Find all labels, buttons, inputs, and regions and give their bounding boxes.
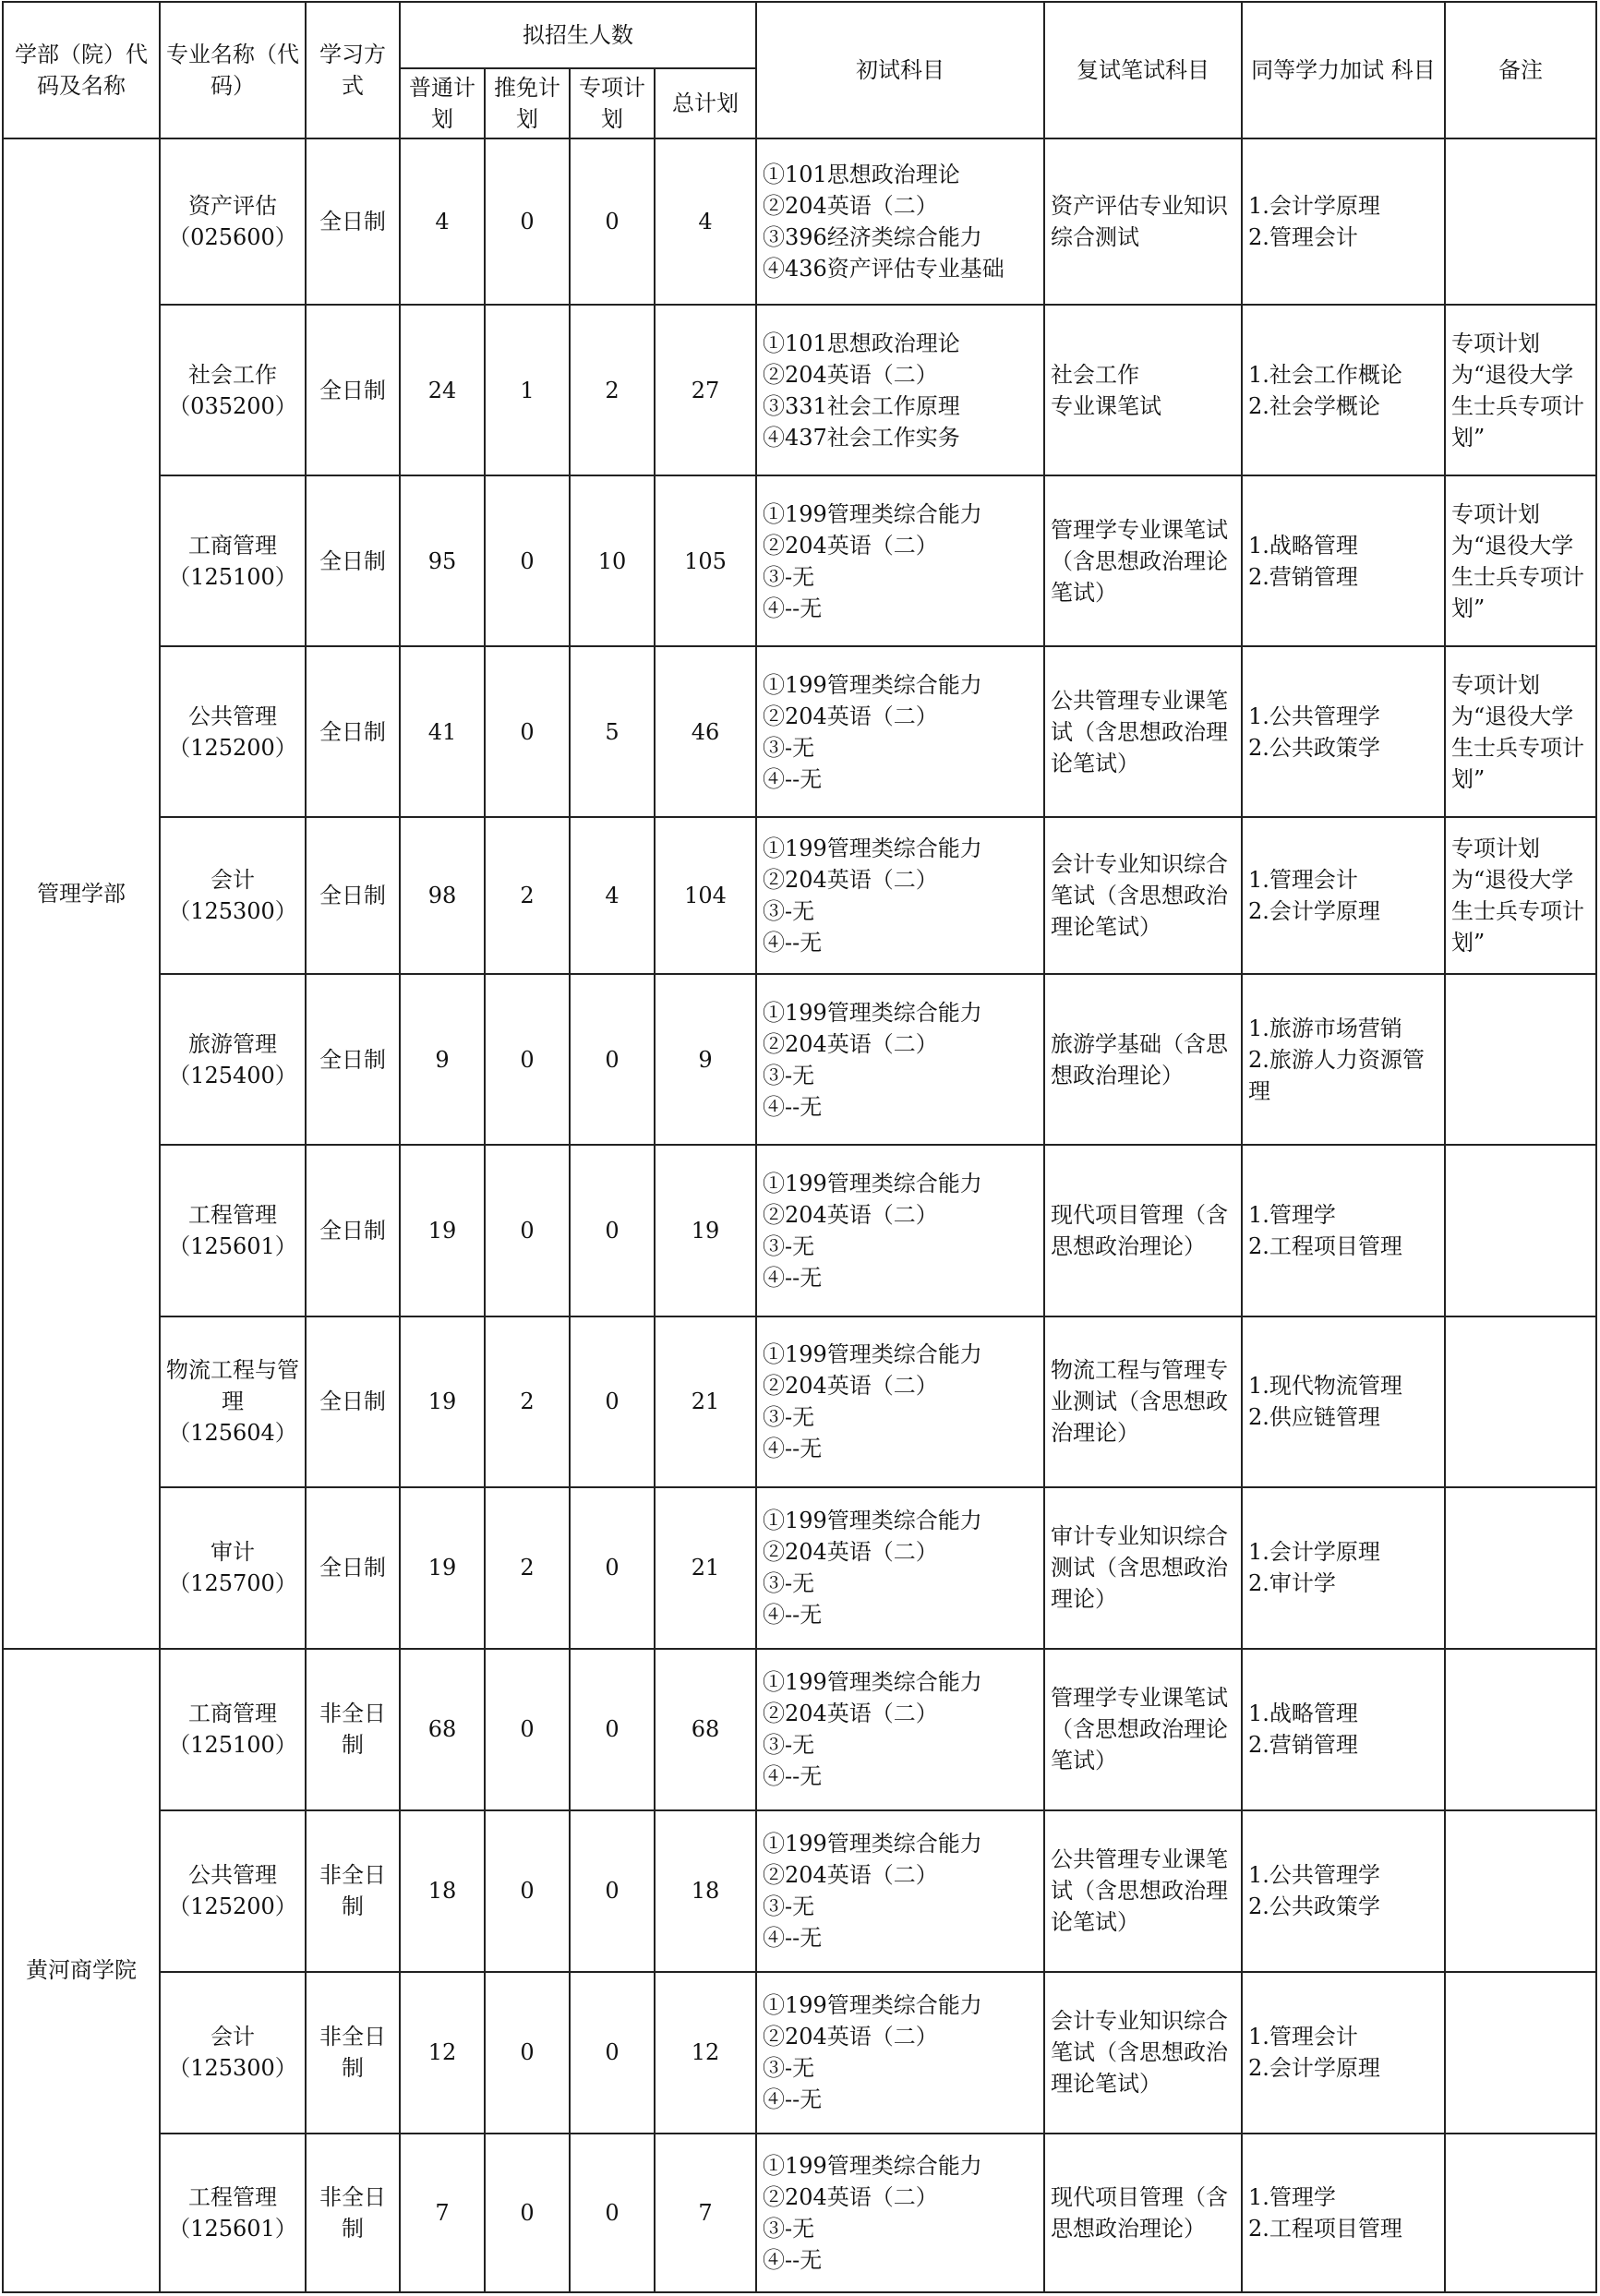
major-cell: [160, 1145, 306, 1316]
dept-cell: 黄河商学院: [3, 1649, 160, 2292]
special-cell: 0: [570, 138, 655, 305]
exam-subject: ③-无: [763, 1732, 815, 1759]
first-exam-cell: [756, 305, 1044, 475]
extra-subject: 2.供应链管理: [1248, 1404, 1380, 1431]
major-cell: [160, 646, 306, 817]
dept-cell: 管理学部: [3, 138, 160, 1649]
total-cell: 105: [655, 475, 756, 646]
table-row: [3, 1649, 1596, 1810]
major-cell: [160, 1649, 306, 1810]
extra-subject: 1.管理学: [1248, 2183, 1336, 2210]
special-cell: 0: [570, 1316, 655, 1487]
exempt-cell: 2: [485, 1487, 570, 1649]
extra-exam-cell: [1242, 1972, 1445, 2134]
retest-cell: 现代项目管理（含思想政治理论）: [1044, 2134, 1242, 2292]
exam-subject: ③-无: [763, 1062, 815, 1088]
major-name: 会计: [211, 2024, 255, 2050]
table-row: [3, 646, 1596, 817]
major-cell: [160, 974, 306, 1145]
extra-subject: 1.管理学: [1248, 1201, 1336, 1228]
first-exam-cell: [756, 646, 1044, 817]
major-name: 旅游管理: [188, 1030, 277, 1057]
exam-subject: ①199管理类综合能力: [763, 1341, 982, 1368]
header-planned: 拟招生人数: [400, 2, 756, 68]
mode-cell: 全日制: [306, 974, 400, 1145]
mode-cell: 全日制: [306, 1487, 400, 1649]
major-name: 工程管理: [188, 2183, 277, 2210]
major-cell: [160, 138, 306, 305]
major-cell: [160, 1810, 306, 1972]
major-code: （125100）: [168, 1732, 297, 1759]
exam-subject: ④--无: [763, 1602, 823, 1629]
enrollment-table: [2, 1, 1597, 2293]
header-first-exam: 初试科目: [756, 2, 1044, 138]
extra-subject: 2.社会学概论: [1248, 392, 1380, 419]
extra-subject: 2.会计学原理: [1248, 2055, 1380, 2082]
special-cell: 0: [570, 2134, 655, 2292]
extra-subject: 1.旅游市场营销: [1248, 1015, 1402, 1041]
regular-cell: 41: [400, 646, 485, 817]
regular-cell: 4: [400, 138, 485, 305]
note-cell: [1445, 1487, 1596, 1649]
special-cell: 2: [570, 305, 655, 475]
total-cell: 18: [655, 1810, 756, 1972]
special-cell: 0: [570, 1145, 655, 1316]
exam-subject: ②204英语（二）: [763, 867, 938, 894]
header-dept: 学部（院）代码及名称: [3, 2, 160, 138]
extra-subject: 2.会计学原理: [1248, 898, 1380, 925]
table-row: [3, 138, 1596, 305]
note-cell: 专项计划为“退役大学生士兵专项计划”: [1445, 817, 1596, 974]
extra-subject: 2.公共政策学: [1248, 734, 1380, 761]
table-row: [3, 475, 1596, 646]
exam-subject: ④--无: [763, 930, 823, 956]
major-name: 社会工作: [188, 361, 277, 388]
extra-subject: 2.工程项目管理: [1248, 2215, 1402, 2242]
exempt-cell: 0: [485, 1649, 570, 1810]
mode-cell: 非全日制: [306, 2134, 400, 2292]
exempt-cell: 2: [485, 817, 570, 974]
exempt-cell: 0: [485, 1145, 570, 1316]
exam-subject: ③-无: [763, 2055, 815, 2082]
header-major: 专业名称（代码）: [160, 2, 306, 138]
exempt-cell: 0: [485, 1972, 570, 2134]
retest-cell: 会计专业知识综合笔试（含思想政治理论笔试）: [1044, 817, 1242, 974]
major-name: 公共管理: [188, 703, 277, 729]
extra-subject: 2.审计学: [1248, 1570, 1336, 1597]
exam-subject: ④--无: [763, 765, 823, 792]
mode-cell: 全日制: [306, 1316, 400, 1487]
total-cell: 27: [655, 305, 756, 475]
exempt-cell: 0: [485, 974, 570, 1145]
major-code: （125601）: [168, 1232, 297, 1259]
exam-subject: ①199管理类综合能力: [763, 835, 982, 862]
first-exam-cell: [756, 974, 1044, 1145]
retest-cell: 会计专业知识综合笔试（含思想政治理论笔试）: [1044, 1972, 1242, 2134]
special-cell: 0: [570, 1487, 655, 1649]
note-cell: 专项计划为“退役大学生士兵专项计划”: [1445, 475, 1596, 646]
note-cell: [1445, 1810, 1596, 1972]
extra-exam-cell: [1242, 974, 1445, 1145]
total-cell: 9: [655, 974, 756, 1145]
exam-subject: ④--无: [763, 1436, 823, 1462]
exam-subject: ①199管理类综合能力: [763, 1170, 982, 1196]
major-name: 工商管理: [188, 1701, 277, 1727]
mode-cell: 全日制: [306, 305, 400, 475]
major-code: （125200）: [168, 1893, 297, 1920]
extra-subject: 1.管理会计: [1248, 867, 1358, 894]
mode-cell: 全日制: [306, 138, 400, 305]
major-code: （035200）: [168, 392, 297, 419]
note-cell: [1445, 1972, 1596, 2134]
note-cell: [1445, 138, 1596, 305]
major-cell: [160, 305, 306, 475]
major-name: 物流工程与管理: [166, 1357, 299, 1415]
special-cell: 0: [570, 1649, 655, 1810]
mode-cell: 全日制: [306, 475, 400, 646]
extra-exam-cell: [1242, 1810, 1445, 1972]
extra-subject: 2.营销管理: [1248, 563, 1358, 590]
retest-cell: 公共管理专业课笔试（含思想政治理论笔试）: [1044, 1810, 1242, 1972]
exam-subject: ②204英语（二）: [763, 1201, 938, 1228]
first-exam-cell: [756, 475, 1044, 646]
extra-exam-cell: [1242, 817, 1445, 974]
first-exam-cell: [756, 1810, 1044, 1972]
major-name: 公共管理: [188, 1862, 277, 1889]
retest-cell: 资产评估专业知识综合测试: [1044, 138, 1242, 305]
major-name: 资产评估: [188, 193, 277, 220]
header-exempt: 推免计划: [485, 68, 570, 138]
note-cell: [1445, 1145, 1596, 1316]
header-retest: 复试笔试科目: [1044, 2, 1242, 138]
extra-exam-cell: [1242, 2134, 1445, 2292]
first-exam-cell: [756, 1487, 1044, 1649]
mode-cell: 非全日制: [306, 1810, 400, 1972]
major-cell: [160, 2134, 306, 2292]
exam-subject: ③331社会工作原理: [763, 392, 960, 419]
regular-cell: 19: [400, 1487, 485, 1649]
first-exam-cell: [756, 1649, 1044, 1810]
exam-subject: ①199管理类综合能力: [763, 1508, 982, 1534]
mode-cell: 全日制: [306, 817, 400, 974]
regular-cell: 7: [400, 2134, 485, 2292]
exam-subject: ③-无: [763, 1893, 815, 1920]
table-row: [3, 1316, 1596, 1487]
exam-subject: ①199管理类综合能力: [763, 1992, 982, 2019]
table-row: [3, 305, 1596, 475]
note-cell: 专项计划为“退役大学生士兵专项计划”: [1445, 646, 1596, 817]
exam-subject: ③396经济类综合能力: [763, 224, 982, 251]
header-regular: 普通计划: [400, 68, 485, 138]
special-cell: 0: [570, 974, 655, 1145]
table-row: [3, 1972, 1596, 2134]
retest-cell: 社会工作 专业课笔试: [1044, 305, 1242, 475]
exam-subject: ②204英语（二）: [763, 1373, 938, 1400]
exam-subject: ③-无: [763, 1570, 815, 1597]
regular-cell: 19: [400, 1145, 485, 1316]
special-cell: 0: [570, 1810, 655, 1972]
first-exam-cell: [756, 1145, 1044, 1316]
regular-cell: 12: [400, 1972, 485, 2134]
regular-cell: 68: [400, 1649, 485, 1810]
table-row: [3, 1810, 1596, 1972]
first-exam-cell: [756, 2134, 1044, 2292]
first-exam-cell: [756, 817, 1044, 974]
exam-subject: ④--无: [763, 1093, 823, 1120]
exam-subject: ③-无: [763, 1404, 815, 1431]
major-code: （125400）: [168, 1062, 297, 1088]
exam-subject: ④436资产评估专业基础: [763, 256, 1005, 282]
extra-exam-cell: [1242, 1145, 1445, 1316]
exempt-cell: 2: [485, 1316, 570, 1487]
header-mode: 学习方式: [306, 2, 400, 138]
major-cell: [160, 1972, 306, 2134]
mode-cell: 非全日制: [306, 1972, 400, 2134]
note-cell: [1445, 1649, 1596, 1810]
exam-subject: ④--无: [763, 595, 823, 621]
first-exam-cell: [756, 1972, 1044, 2134]
extra-subject: 2.营销管理: [1248, 1732, 1358, 1759]
extra-subject: 2.工程项目管理: [1248, 1232, 1402, 1259]
extra-exam-cell: [1242, 305, 1445, 475]
exam-subject: ②204英语（二）: [763, 193, 938, 220]
extra-subject: 1.公共管理学: [1248, 1862, 1380, 1889]
extra-exam-cell: [1242, 646, 1445, 817]
regular-cell: 98: [400, 817, 485, 974]
regular-cell: 18: [400, 1810, 485, 1972]
exam-subject: ③-无: [763, 898, 815, 925]
extra-subject: 1.社会工作概论: [1248, 361, 1402, 388]
total-cell: 7: [655, 2134, 756, 2292]
table-row: [3, 1145, 1596, 1316]
total-cell: 21: [655, 1316, 756, 1487]
note-cell: 专项计划为“退役大学生士兵专项计划”: [1445, 305, 1596, 475]
extra-subject: 1.公共管理学: [1248, 703, 1380, 729]
table-row: [3, 2134, 1596, 2292]
extra-exam-cell: [1242, 138, 1445, 305]
extra-subject: 1.战略管理: [1248, 1701, 1358, 1727]
major-cell: [160, 1316, 306, 1487]
table-body: [3, 138, 1596, 2292]
regular-cell: 9: [400, 974, 485, 1145]
major-code: （125300）: [168, 2055, 297, 2082]
exam-subject: ②204英语（二）: [763, 2024, 938, 2050]
note-cell: [1445, 974, 1596, 1145]
major-name: 工程管理: [188, 1201, 277, 1228]
header-total: 总计划: [655, 68, 756, 138]
total-cell: 19: [655, 1145, 756, 1316]
exam-subject: ①101思想政治理论: [763, 162, 960, 188]
special-cell: 4: [570, 817, 655, 974]
total-cell: 21: [655, 1487, 756, 1649]
major-name: 会计: [211, 867, 255, 894]
header-notes: 备注: [1445, 2, 1596, 138]
extra-exam-cell: [1242, 1649, 1445, 1810]
header-row-1: [3, 2, 1596, 68]
exam-subject: ②204英语（二）: [763, 703, 938, 729]
exam-subject: ④--无: [763, 1925, 823, 1952]
exam-subject: ②204英语（二）: [763, 361, 938, 388]
table-row: [3, 817, 1596, 974]
exam-subject: ④--无: [763, 2246, 823, 2273]
total-cell: 12: [655, 1972, 756, 2134]
major-code: （125604）: [168, 1420, 297, 1447]
special-cell: 0: [570, 1972, 655, 2134]
exam-subject: ④--无: [763, 2086, 823, 2113]
extra-exam-cell: [1242, 1487, 1445, 1649]
major-code: （125700）: [168, 1570, 297, 1597]
exam-subject: ①199管理类综合能力: [763, 671, 982, 698]
extra-subject: 1.会计学原理: [1248, 193, 1380, 220]
exam-subject: ③-无: [763, 1232, 815, 1259]
retest-cell: 公共管理专业课笔试（含思想政治理论笔试）: [1044, 646, 1242, 817]
major-name: 审计: [211, 1539, 255, 1566]
first-exam-cell: [756, 138, 1044, 305]
major-cell: [160, 817, 306, 974]
table-row: [3, 974, 1596, 1145]
major-cell: [160, 475, 306, 646]
special-cell: 5: [570, 646, 655, 817]
special-cell: 10: [570, 475, 655, 646]
major-code: （125601）: [168, 2215, 297, 2242]
exam-subject: ①199管理类综合能力: [763, 999, 982, 1026]
exempt-cell: 1: [485, 305, 570, 475]
exam-subject: ②204英语（二）: [763, 1030, 938, 1057]
extra-subject: 1.会计学原理: [1248, 1539, 1380, 1566]
major-code: （125200）: [168, 734, 297, 761]
extra-exam-cell: [1242, 1316, 1445, 1487]
exempt-cell: 0: [485, 138, 570, 305]
exam-subject: ④--无: [763, 1763, 823, 1790]
exam-subject: ①199管理类综合能力: [763, 1831, 982, 1857]
extra-subject: 1.战略管理: [1248, 532, 1358, 559]
retest-cell: 管理学专业课笔试（含思想政治理论笔试）: [1044, 1649, 1242, 1810]
retest-cell: 现代项目管理（含思想政治理论）: [1044, 1145, 1242, 1316]
exam-subject: ①199管理类综合能力: [763, 2152, 982, 2179]
extra-subject: 2.公共政策学: [1248, 1893, 1380, 1920]
exam-subject: ④437社会工作实务: [763, 424, 960, 451]
extra-subject: 1.管理会计: [1248, 2024, 1358, 2050]
regular-cell: 24: [400, 305, 485, 475]
major-code: （125100）: [168, 563, 297, 590]
first-exam-cell: [756, 1316, 1044, 1487]
total-cell: 104: [655, 817, 756, 974]
total-cell: 68: [655, 1649, 756, 1810]
retest-cell: 旅游学基础（含思想政治理论）: [1044, 974, 1242, 1145]
exempt-cell: 0: [485, 2134, 570, 2292]
retest-cell: 管理学专业课笔试（含思想政治理论笔试）: [1044, 475, 1242, 646]
exam-subject: ①199管理类综合能力: [763, 500, 982, 527]
exam-subject: ③-无: [763, 563, 815, 590]
note-cell: [1445, 2134, 1596, 2292]
exam-subject: ①199管理类综合能力: [763, 1669, 982, 1696]
exam-subject: ①101思想政治理论: [763, 330, 960, 356]
exam-subject: ②204英语（二）: [763, 1862, 938, 1889]
exam-subject: ③-无: [763, 734, 815, 761]
exam-subject: ②204英语（二）: [763, 2183, 938, 2210]
exam-subject: ②204英语（二）: [763, 1539, 938, 1566]
exam-subject: ②204英语（二）: [763, 1701, 938, 1727]
extra-subject: 2.管理会计: [1248, 224, 1358, 251]
regular-cell: 95: [400, 475, 485, 646]
exempt-cell: 0: [485, 646, 570, 817]
extra-subject: 2.旅游人力资源管理: [1248, 1046, 1425, 1104]
major-name: 工商管理: [188, 532, 277, 559]
exempt-cell: 0: [485, 1810, 570, 1972]
extra-exam-cell: [1242, 475, 1445, 646]
major-code: （025600）: [168, 224, 297, 251]
major-cell: [160, 1487, 306, 1649]
retest-cell: 审计专业知识综合测试（含思想政治理论）: [1044, 1487, 1242, 1649]
header-extra: 同等学力加试 科目: [1242, 2, 1445, 138]
table-row: [3, 1487, 1596, 1649]
extra-subject: 1.现代物流管理: [1248, 1373, 1402, 1400]
major-code: （125300）: [168, 898, 297, 925]
retest-cell: 物流工程与管理专业测试（含思想政治理论）: [1044, 1316, 1242, 1487]
exam-subject: ④--无: [763, 1264, 823, 1291]
exam-subject: ③-无: [763, 2215, 815, 2242]
exempt-cell: 0: [485, 475, 570, 646]
mode-cell: 全日制: [306, 1145, 400, 1316]
total-cell: 46: [655, 646, 756, 817]
mode-cell: 全日制: [306, 646, 400, 817]
note-cell: [1445, 1316, 1596, 1487]
regular-cell: 19: [400, 1316, 485, 1487]
total-cell: 4: [655, 138, 756, 305]
header-special: 专项计划: [570, 68, 655, 138]
mode-cell: 非全日制: [306, 1649, 400, 1810]
exam-subject: ②204英语（二）: [763, 532, 938, 559]
